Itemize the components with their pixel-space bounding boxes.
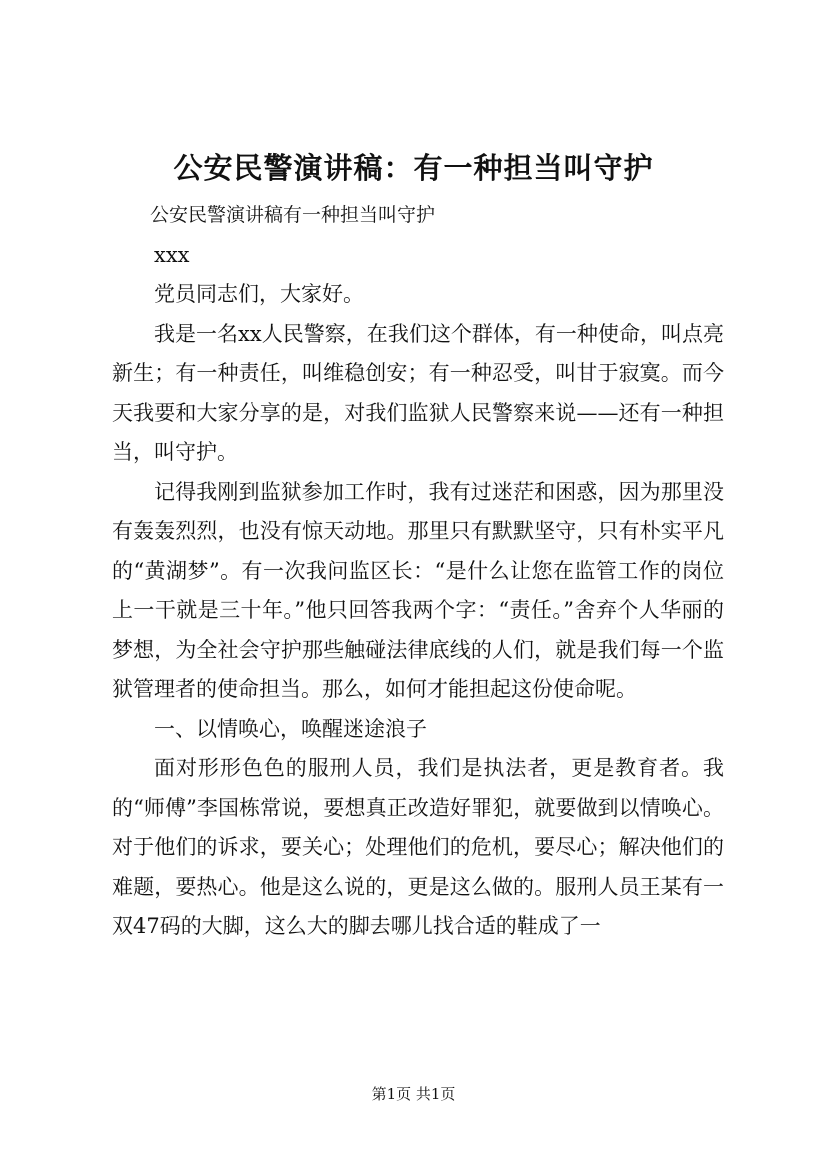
body-paragraph: 面对形形色色的服刑人员，我们是执法者，更是教育者。我的“师傅”李国栋常说，要想真正改造好罪犯，就要做到以情唤心。对于他们的诉求，要关心；处理他们的危机，要尽心；解决他们的难题，要热心。他是这么说的，更是这么做的。服刑人员王某有一双47码的大脚，这么大的脚去哪儿找合适的鞋成了一 bbox=[112, 756, 724, 938]
body-paragraph: 我是一名xx人民警察，在我们这个群体，有一种使命，叫点亮新生；有一种责任，叫维稳创安；有一种忍受，叫甘于寂寞。而今天我要和大家分享的是，对我们监狱人民警察来说——还有一种担当，叫守护。 bbox=[112, 321, 724, 464]
greeting-paragraph: 党员同志们，大家好。 bbox=[154, 282, 364, 306]
author-paragraph: xxx bbox=[154, 242, 190, 267]
section-heading: 一、以情唤心，唤醒迷途浪子 bbox=[154, 716, 427, 741]
subtitle-paragraph: 公安民警演讲稿有一种担当叫守护 bbox=[150, 204, 436, 226]
body-paragraph: 记得我刚到监狱参加工作时，我有过迷茫和困惑，因为那里没有轰轰烈烈，也没有惊天动地。那里只有默默坚守，只有朴实平凡的“黄湖梦”。有一次我问监区长：“是什么让您在监管工作的岗位上一干就是三十年。”他只回答我两个字：“责任。”舍弃个人华丽的梦想，为全社会守护那些触碰法律底线的人们，就是我们每一个监狱管理者的使命担当。那么，如何才能担起这份使命呢。 bbox=[112, 479, 724, 701]
document-title: 公安民警演讲稿：有一种担当叫守护 bbox=[173, 151, 654, 185]
document-body bbox=[112, 196, 724, 947]
page-footer: 第1页 共1页 bbox=[371, 1085, 456, 1103]
